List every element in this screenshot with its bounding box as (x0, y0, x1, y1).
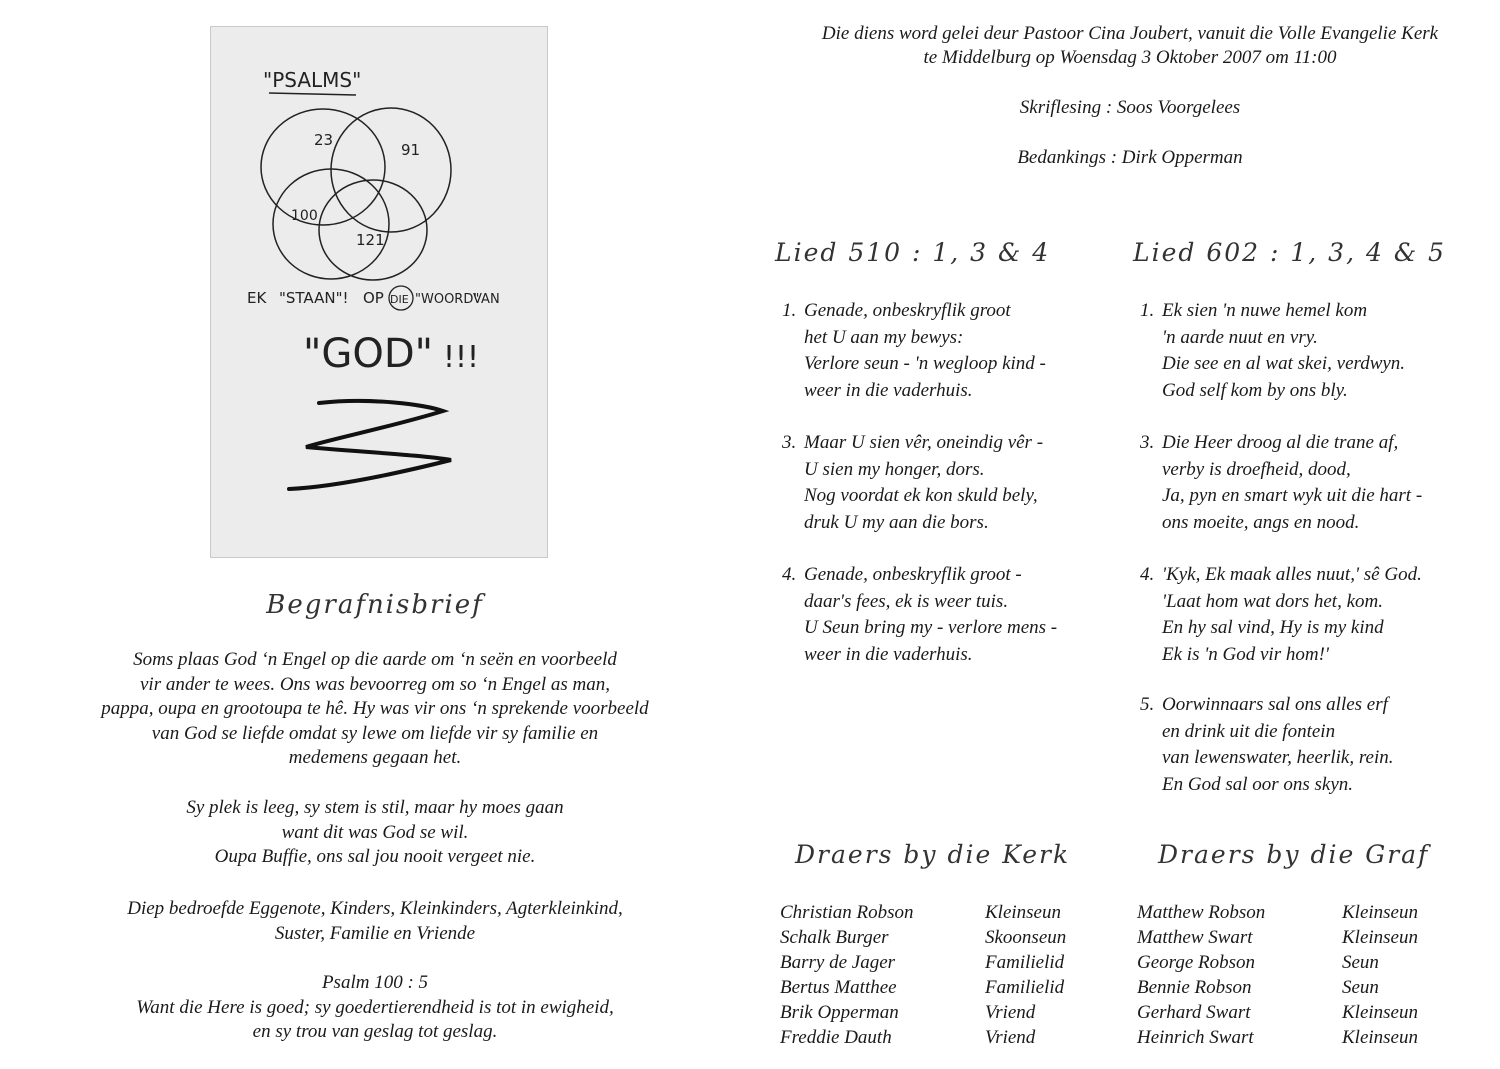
bearer-relation: Familielid (985, 952, 1065, 973)
note-word-van: VAN (473, 292, 500, 307)
bearer-relation: Kleinseun (1342, 1002, 1418, 1023)
hymn-1-title: Lied 510 : 1, 3 & 4 (775, 238, 1051, 267)
verse-number: 5. (1140, 694, 1155, 715)
verse-line: Maar U sien vêr, oneindig vêr - (804, 432, 1044, 453)
scripture-reading: Skriflesing : Soos Voorgelees (1019, 97, 1241, 118)
bearers-church-title: Draers by die Kerk (795, 840, 1071, 869)
verse-line: God self kom by ons bly. (1162, 379, 1348, 401)
bearer-relation: Kleinseun (985, 902, 1061, 923)
brief-paragraph-3 (40, 897, 710, 946)
bearer-relation: Skoonseun (985, 927, 1067, 948)
brief-line: van God se liefde omdat sy lewe om liefde vir sy familie en (151, 722, 599, 744)
brief-line: medemens gegaan het. (288, 747, 462, 768)
bearer-name: Bennie Robson (1137, 977, 1252, 998)
verse-line: Genade, onbeskryflik groot (804, 300, 1011, 321)
verse-number: 4. (782, 564, 797, 585)
bearer-relation: Seun (1342, 952, 1379, 973)
verse-line: 'Kyk, Ek maak alles nuut,' sê God. (1162, 564, 1422, 585)
brief-line: Soms plaas God ‘n Engel op die aarde om ‘n seën en voorbeeld (133, 649, 617, 670)
verse-line: Ja, pyn en smart wyk uit die hart - (1162, 485, 1423, 506)
verse-line: Ek sien 'n nuwe hemel kom (1162, 300, 1368, 321)
verse-line: weer in die vaderhuis. (804, 643, 973, 665)
brief-line: Oupa Buffie, ons sal jou nooit vergeet nie. (214, 846, 536, 867)
bearer-name: Matthew Swart (1137, 927, 1253, 948)
verse-line: het U aan my bewys: (804, 326, 964, 348)
thanks-line: Bedankings : Dirk Opperman (1017, 147, 1243, 168)
scribble-mark (289, 401, 451, 489)
hymn-2-verse-4 (1140, 562, 1422, 668)
hymn-2-verse-3 (1140, 430, 1422, 536)
hymn-2-verse-5 (1140, 692, 1393, 798)
brief-paragraph-1 (40, 648, 710, 771)
bearer-name: Bertus Matthee (780, 977, 897, 998)
service-line-2: te Middelburg op Woensdag 3 Oktober 2007 om 11:00 (923, 47, 1337, 68)
verse-number: 1. (782, 300, 797, 321)
verse-line: daar's fees, ek is weer tuis. (804, 590, 1009, 612)
note-word-ek: EK (247, 289, 267, 307)
note-word-die: DIE (390, 293, 409, 306)
psalm-number-91: 91 (401, 141, 421, 159)
bearer-name: Gerhard Swart (1137, 1002, 1251, 1023)
bearer-relation: Kleinseun (1342, 902, 1418, 923)
note-word-woord: "WOORD" (415, 292, 480, 307)
note-exclaim: !!! (443, 340, 480, 375)
bearer-name: Christian Robson (780, 902, 914, 923)
service-line-1: Die diens word gelei deur Pastoor Cina Joubert, vanuit die Volle Evangelie Kerk (821, 23, 1439, 44)
bearer-name: Heinrich Swart (1137, 1027, 1254, 1048)
bearer-relation: Familielid (985, 977, 1065, 998)
brief-line: Suster, Familie en Vriende (274, 922, 476, 944)
verse-number: 3. (1140, 432, 1155, 453)
bearer-name: Freddie Dauth (780, 1027, 892, 1048)
verse-number: 3. (782, 432, 797, 453)
service-details (760, 22, 1500, 170)
verse-line: verby is droefheid, dood, (1162, 458, 1351, 480)
note-title: "PSALMS" (263, 68, 362, 92)
psalm-number-100: 100 (291, 208, 318, 224)
verse-number: 1. (1140, 300, 1155, 321)
handwritten-note-drawing (211, 27, 547, 557)
verse-line: Nog voordat ek kon skuld bely, (804, 485, 1038, 506)
verse-line: ons moeite, angs en nood. (1162, 511, 1360, 533)
psalm-number-121: 121 (356, 231, 385, 249)
verse-line: weer in die vaderhuis. (804, 379, 973, 401)
hymn-2-verse-1 (1140, 298, 1405, 404)
verse-line: 'Laat hom wat dors het, kom. (1162, 590, 1383, 612)
handwritten-note-image (210, 26, 548, 558)
note-word-god: "GOD" (303, 331, 434, 377)
verse-line: Oorwinnaars sal ons alles erf (1162, 694, 1388, 715)
bearer-relation: Kleinseun (1342, 927, 1418, 948)
hymn-1-verse-1 (782, 298, 1046, 404)
verse-line: U Seun bring my - verlore mens - (804, 617, 1058, 638)
note-word-staan: "STAAN"! (279, 289, 349, 307)
verse-line: U sien my honger, dors. (804, 458, 985, 480)
hymn-2-title: Lied 602 : 1, 3, 4 & 5 (1133, 238, 1446, 267)
hymn-1-verse-4 (782, 562, 1057, 668)
scripture-reference: Psalm 100 : 5 (321, 972, 429, 993)
verse-line: en drink uit die fontein (1162, 720, 1336, 742)
brief-line: vir ander te wees. Ons was bevoorreg om so ‘n Engel as man, (139, 673, 611, 695)
verse-line: Genade, onbeskryflik groot - (804, 564, 1022, 585)
bearers-grave-title: Draers by die Graf (1158, 840, 1430, 869)
verse-line: En God sal oor ons skyn. (1162, 773, 1354, 795)
verse-line: 'n aarde nuut en vry. (1162, 326, 1318, 348)
bearer-name: Barry de Jager (780, 952, 896, 973)
verse-line: van lewenswater, heerlik, rein. (1162, 747, 1394, 768)
brief-line: want dit was God se wil. (281, 821, 469, 843)
brief-line: pappa, oupa en grootoupa te hê. Hy was vir ons ‘n sprekende voorbeeld (101, 698, 649, 719)
note-word-op: OP (363, 289, 384, 307)
bearer-name: Matthew Robson (1137, 902, 1266, 923)
brief-title: Begrafnisbrief (266, 590, 484, 620)
bearers-church-relations (985, 900, 1066, 1050)
verse-line: Die see en al wat skei, verdwyn. (1162, 353, 1406, 374)
brief-line: en sy trou van geslag tot geslag. (252, 1021, 498, 1042)
verse-line: Die Heer droog al die trane af, (1162, 432, 1399, 453)
psalm-number-23: 23 (314, 131, 334, 149)
brief-line: Want die Here is goed; sy goedertierendheid is tot in ewigheid, (136, 996, 614, 1018)
brief-line: Diep bedroefde Eggenote, Kinders, Kleinkinders, Agterkleinkind, (127, 898, 623, 919)
verse-line: Verlore seun - 'n wegloop kind - (804, 353, 1046, 374)
bearers-grave-names (1137, 900, 1265, 1050)
verse-line: Ek is 'n God vir hom!' (1162, 643, 1329, 665)
bearers-church-names (780, 900, 914, 1050)
bearer-relation: Vriend (985, 1027, 1036, 1048)
bearer-name: George Robson (1137, 952, 1256, 973)
bearer-relation: Vriend (985, 1002, 1036, 1023)
hymn-1-verse-3 (782, 430, 1043, 536)
verse-number: 4. (1140, 564, 1155, 585)
bearer-name: Schalk Burger (780, 927, 889, 948)
bearer-relation: Seun (1342, 977, 1379, 998)
verse-line: druk U my aan die bors. (804, 511, 989, 533)
brief-paragraph-4 (40, 971, 710, 1045)
bearers-grave-relations (1342, 900, 1418, 1050)
brief-paragraph-2 (40, 796, 710, 870)
bearer-name: Brik Opperman (780, 1002, 899, 1023)
verse-line: En hy sal vind, Hy is my kind (1162, 617, 1384, 638)
brief-line: Sy plek is leeg, sy stem is stil, maar hy moes gaan (186, 797, 564, 818)
bearer-relation: Kleinseun (1342, 1027, 1418, 1048)
